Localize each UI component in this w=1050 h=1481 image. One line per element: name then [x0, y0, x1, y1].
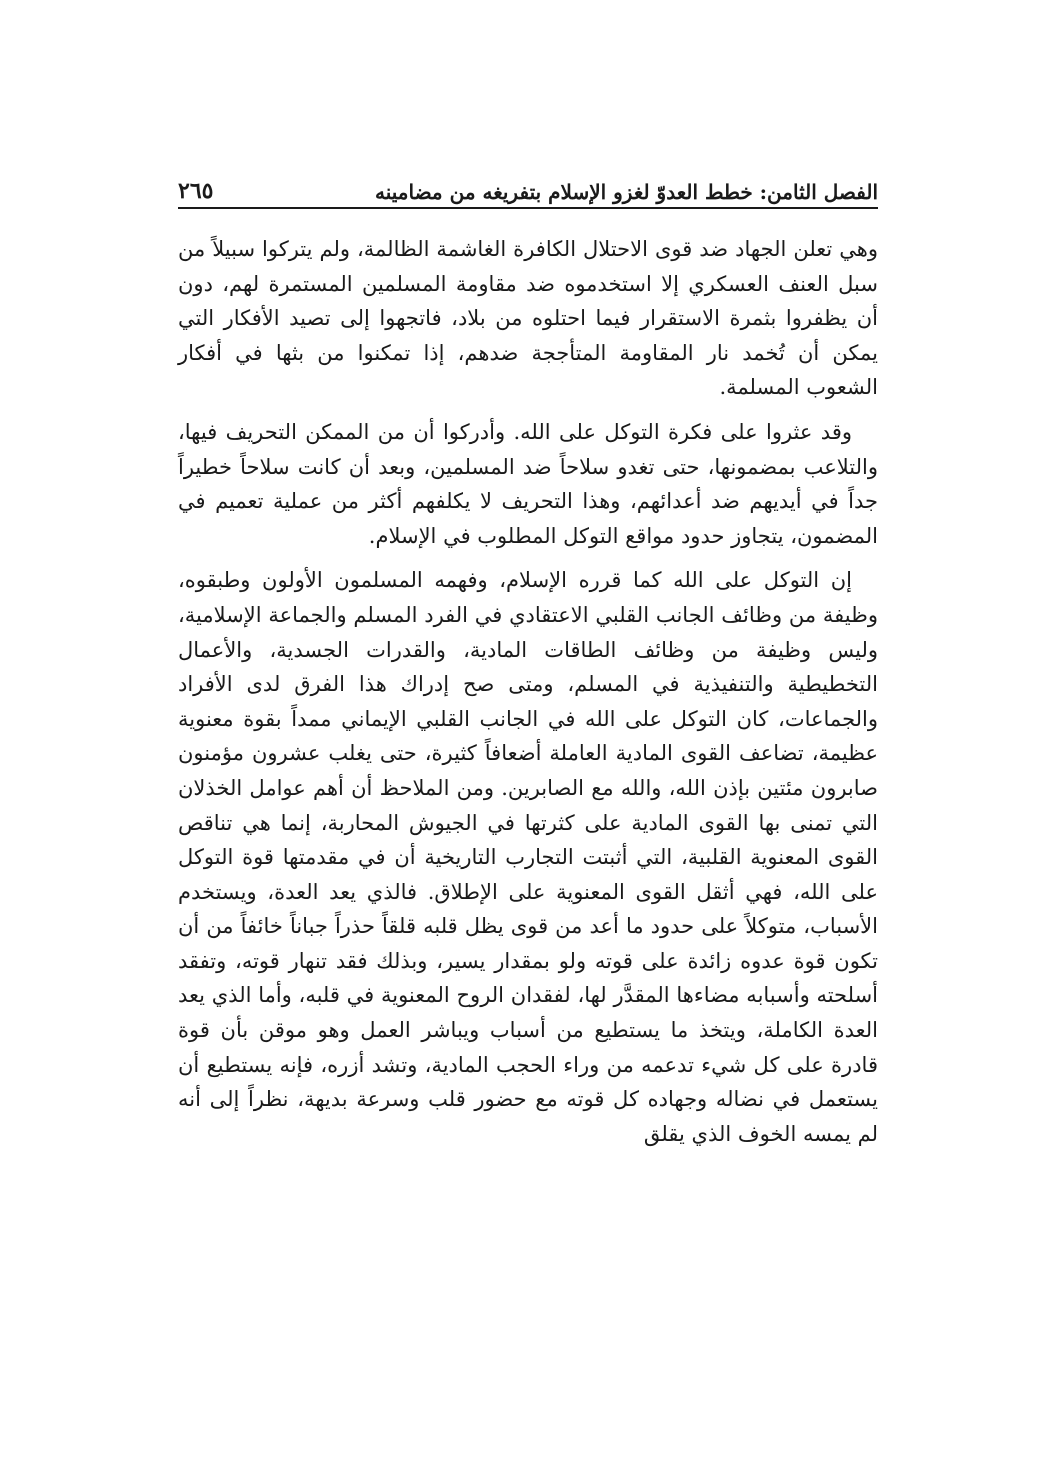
page-number: ٢٦٥ — [178, 178, 214, 204]
running-header — [178, 168, 878, 204]
paragraph: وقد عثروا على فكرة التوكل على الله. وأدركوا أن من الممكن التحريف فيها، والتلاعب بمضمونها، حتى تغدو سلاحاً ضد المسلمين، وبعد أن كانت سلاحاً خطيراً جداً في أيديهم ضد أعدائهم، وهذا التحريف لا يكلفهم أكثر من عملية تعميم في المضمون، يتجاوز حدود مواقع التوكل المطلوب في الإسلام. — [178, 419, 878, 548]
paragraph: إن التوكل على الله كما قرره الإسلام، وفهمه المسلمون الأولون وطبقوه، وظيفة من وظائف الجانب القلبي الاعتقادي في الفرد المسلم والجماعة الإسلامية، وليس وظيفة من وظائف الطاقات المادية، والقدرات الجسدية، والأعمال التخطيطية والتنفيذية في المسلم، ومتى صح إدراك هذا الفرق لدى الأفراد والجماعات، كان التوكل على الله في الجانب القلبي الإيماني ممداً بقوة معنوية عظيمة، تضاعف القوى المادية العاملة أضعافاً كثيرة، حتى يغلب عشرون مؤمنون صابرون مئتين بإذن الله، والله مع الصابرين. ومن الملاحظ أن أهم عوامل الخذلان التي تمنى بها القوى المادية على كثرتها في الجيوش المحاربة، إنما هي تناقص القوى المعنوية القلبية، التي أثبتت التجارب التاريخية أن في مقدمتها قوة التوكل على الله، فهي أثقل القوى المعنوية على الإطلاق. فالذي يعد العدة، ويستخدم الأسباب، متوكلاً على حدود ما أعد من قوى يظل قلبه قلقاً حذراً جباناً خائفاً من أن تكون قوة عدوه زائدة على قوته ولو بمقدار يسير، وبذلك فقد تنهار قوته، وتفقد أسلحته وأسبابه مضاءها المقدَّر لها، لفقدان الروح المعنوية في قلبه، وأما الذي يعد العدة الكاملة، ويتخذ ما يستطيع من أسباب ويباشر العمل وهو موقن بأن قوة قادرة على كل شيء تدعمه من وراء الحجب المادية، وتشد أزره، فإنه يستطيع أن يستعمل في نضاله وجهاده كل قوته مع حضور قلب وسرعة بديهة، نظراً إلى أنه لم يمسه الخوف الذي يقلق — [178, 568, 878, 1146]
chapter-title: الفصل الثامن: خطط العدوّ لغزو الإسلام بتفريغه من مضامينه — [374, 180, 878, 204]
body-text — [178, 232, 878, 1161]
paragraph: وهي تعلن الجهاد ضد قوى الاحتلال الكافرة الغاشمة الظالمة، ولم يتركوا سبيلاً من سبل العنف العسكري إلا استخدموه ضد مقاومة المسلمين المستمرة لهم، دون أن يظفروا بثمرة الاستقرار فيما احتلوه من بلاد، فاتجهوا إلى تصيد الأفكار التي يمكن أن تُخمد نار المقاومة المتأججة ضدهم، إذا تمكنوا من بثها في أفكار الشعوب المسلمة. — [178, 237, 878, 400]
header-rule — [178, 207, 878, 209]
